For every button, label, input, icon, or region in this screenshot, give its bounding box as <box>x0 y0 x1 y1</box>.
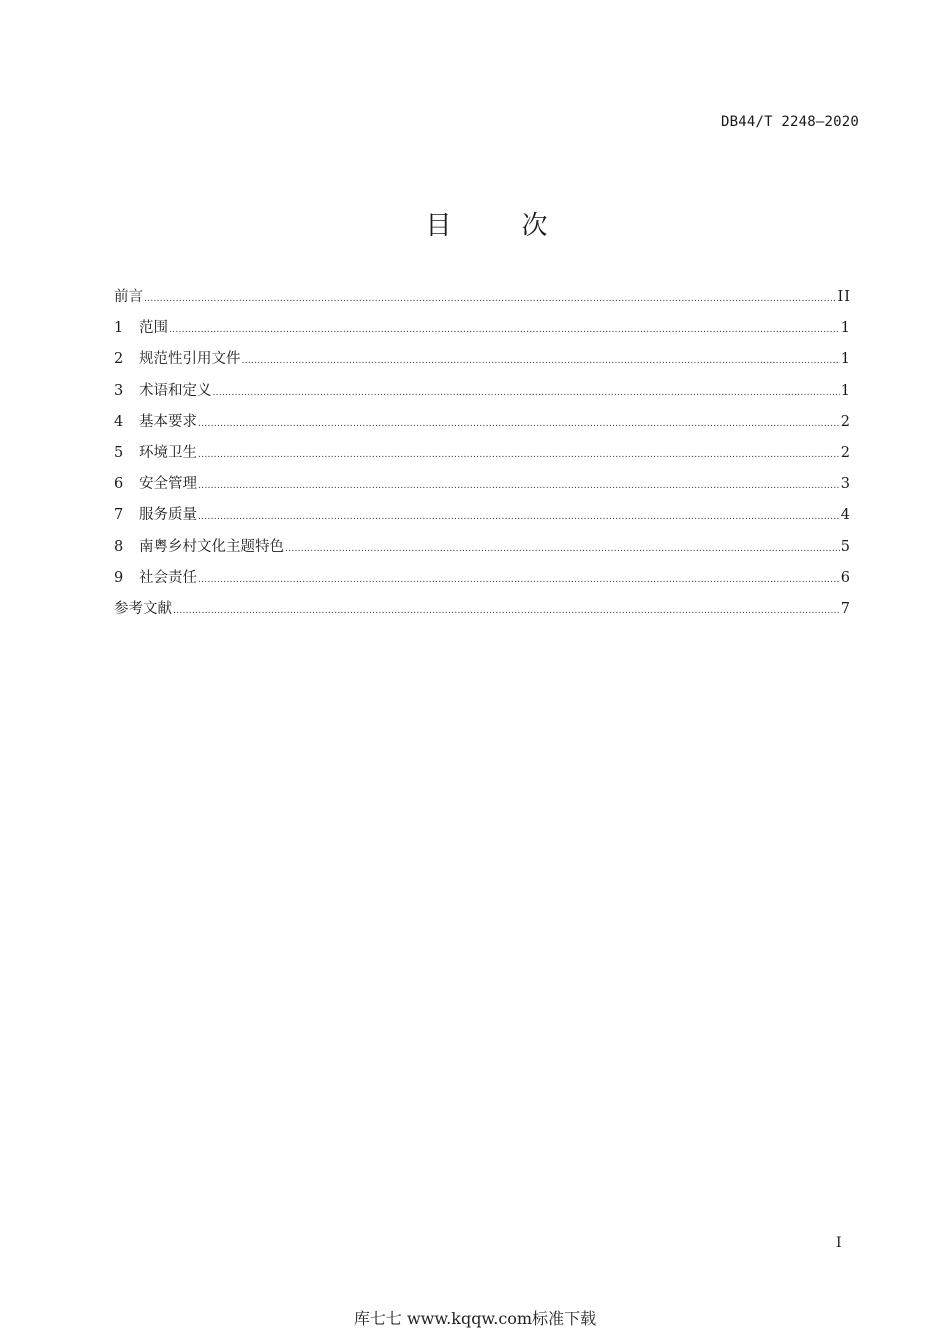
toc-entry-scope[interactable] <box>114 317 851 348</box>
toc-entry-environmental-hygiene[interactable] <box>114 442 851 473</box>
toc-entry-page: 4 <box>840 507 851 524</box>
toc-leader-dots <box>198 506 840 528</box>
toc-entry-service-quality[interactable] <box>114 504 851 535</box>
toc-entry-page: 1 <box>840 382 851 399</box>
toc-entry-number: 8 <box>114 538 124 555</box>
toc-leader-dots <box>144 288 837 310</box>
toc-entry-label: 术语和定义 <box>139 382 212 399</box>
toc-leader-dots <box>242 350 840 372</box>
toc-entry-page: 5 <box>840 538 851 555</box>
toc-entry-page: 3 <box>840 476 851 493</box>
toc-entry-label: 社会责任 <box>139 569 197 586</box>
toc-entry-page: 6 <box>840 569 851 586</box>
toc-entry-label: 南粤乡村文化主题特色 <box>139 538 284 555</box>
toc-entry-page: 1 <box>840 351 851 368</box>
toc-entry-page: 2 <box>840 444 851 461</box>
toc-entry-bibliography[interactable] <box>114 598 851 629</box>
toc-entry-terms-definitions[interactable] <box>114 380 851 411</box>
toc-leader-dots <box>198 444 840 466</box>
toc-entry-number: 1 <box>114 320 124 337</box>
toc-entry-number: 6 <box>114 476 124 493</box>
toc-entry-basic-requirements[interactable] <box>114 411 851 442</box>
toc-leader-dots <box>173 600 840 622</box>
toc-leader-dots <box>198 413 840 435</box>
toc-entry-label: 范围 <box>139 320 168 337</box>
toc-entry-label: 安全管理 <box>139 476 197 493</box>
toc-entry-number: 2 <box>114 351 124 368</box>
toc-entry-label: 规范性引用文件 <box>139 351 241 368</box>
page-number: I <box>836 1235 842 1251</box>
toc-entry-number: 7 <box>114 507 124 524</box>
toc-entry-foreword[interactable] <box>114 286 851 317</box>
toc-leader-dots <box>213 382 840 404</box>
toc-title-part2: 次 <box>521 211 548 241</box>
toc-entry-number: 9 <box>114 569 124 586</box>
toc-entry-label: 服务质量 <box>139 507 197 524</box>
toc-entry-label: 前言 <box>114 289 143 305</box>
toc-entry-rural-culture-theme[interactable] <box>114 536 851 567</box>
toc-entry-page: II <box>837 289 851 305</box>
toc-entry-page: 1 <box>840 320 851 337</box>
watermark-text: 库七七 www.kqqw.com标准下载 <box>353 1309 597 1328</box>
toc-title <box>0 205 950 242</box>
toc-entry-normative-references[interactable] <box>114 348 851 379</box>
standard-code: DB44/T 2248—2020 <box>720 114 859 130</box>
toc-entry-label: 基本要求 <box>139 413 197 430</box>
toc-leader-dots <box>285 538 840 560</box>
toc-title-part1: 目 <box>425 211 452 241</box>
toc-entry-label: 环境卫生 <box>139 444 197 461</box>
toc-leader-dots <box>198 475 840 497</box>
toc-entry-number: 5 <box>114 444 124 461</box>
toc-entry-label: 参考文献 <box>114 600 172 617</box>
toc-leader-dots <box>198 569 840 591</box>
toc-entry-safety-management[interactable] <box>114 473 851 504</box>
toc-list <box>114 286 851 629</box>
toc-entry-number: 4 <box>114 413 124 430</box>
toc-entry-page: 7 <box>840 600 851 617</box>
toc-entry-number: 3 <box>114 382 124 399</box>
toc-entry-page: 2 <box>840 413 851 430</box>
toc-entry-social-responsibility[interactable] <box>114 567 851 598</box>
toc-leader-dots <box>169 319 840 341</box>
